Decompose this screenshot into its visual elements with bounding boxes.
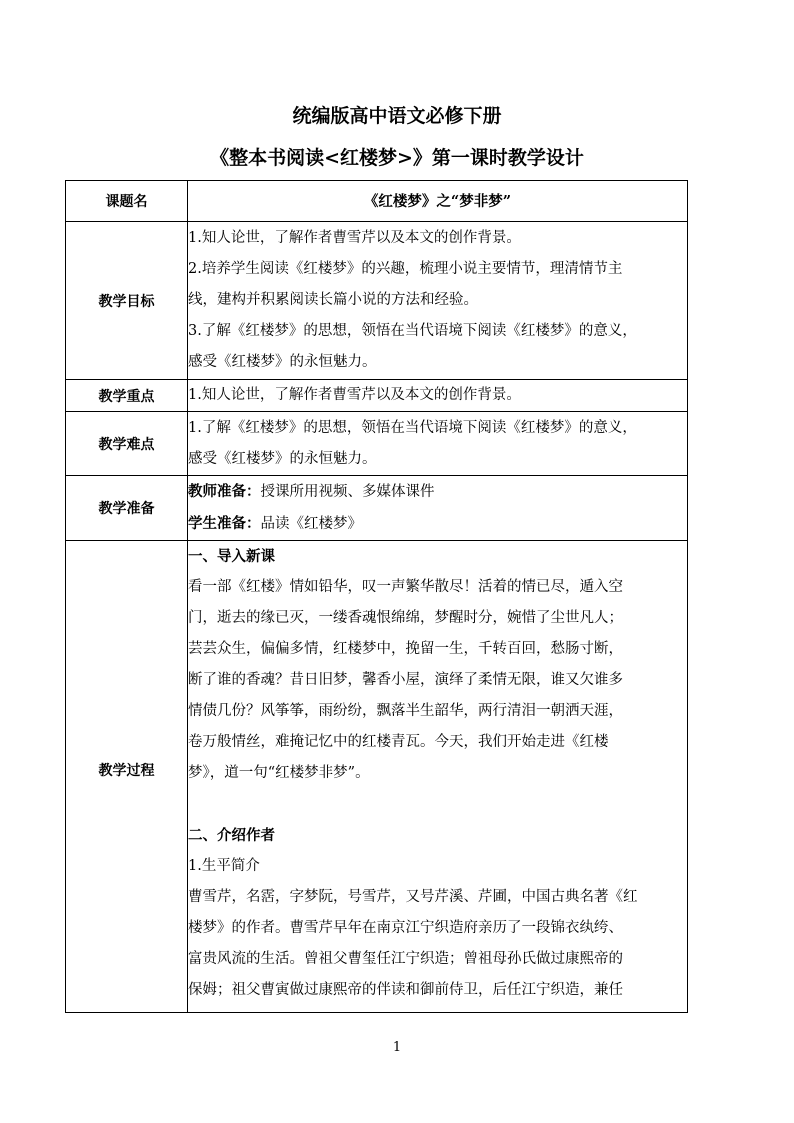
table-row bbox=[66, 181, 688, 222]
paragraph-line: 芸芸众生，偏偏多情，红楼梦中，挽留一生，千转百回，愁肠寸断， bbox=[188, 641, 623, 657]
objectives-content bbox=[188, 222, 688, 380]
table-row bbox=[66, 222, 688, 380]
paragraph-line: 情债几份？风筝筝，雨纷纷，飘落半生韶华，两行清泪一朝洒天涯， bbox=[188, 703, 623, 719]
student-preparation-label: 学生准备： bbox=[188, 515, 261, 532]
objectives-line: 线，建构并积累阅读长篇小说的方法和经验。 bbox=[188, 292, 478, 308]
table-row bbox=[66, 476, 688, 541]
subsection-heading: 1.生平简介 bbox=[188, 858, 260, 874]
process-label: 教学过程 bbox=[66, 541, 188, 1013]
objectives-label: 教学目标 bbox=[66, 222, 188, 380]
paragraph-line: 门，逝去的缘已灭，一缕香魂恨绵绵，梦醒时分，婉惜了尘世凡人； bbox=[188, 610, 623, 626]
table-row bbox=[66, 380, 688, 412]
difficulties-content bbox=[188, 412, 688, 476]
difficulties-label: 教学难点 bbox=[66, 412, 188, 476]
key-points-content bbox=[188, 380, 688, 412]
teacher-preparation bbox=[188, 476, 687, 508]
section-heading: 一、导入新课 bbox=[188, 548, 275, 565]
document-title-line1: 统编版高中语文必修下册 bbox=[292, 105, 502, 127]
paragraph-line: 看一部《红楼》情如铅华，叹一声繁华散尽！活着的情已尽，遁入空 bbox=[188, 579, 623, 595]
process-content bbox=[188, 541, 688, 1013]
paragraph-line: 曹雪芹，名霑，字梦阮，号雪芹，又号芹溪、芹圃，中国古典名著《红 bbox=[188, 889, 638, 905]
paragraph-line: 富贵风流的生活。曾祖父曹玺任江宁织造；曾祖母孙氏做过康熙帝的 bbox=[188, 951, 623, 967]
topic-value: 《红楼梦》之“梦非梦” bbox=[188, 181, 688, 222]
preparation-label: 教学准备 bbox=[66, 476, 188, 541]
difficulties-line: 1.了解《红楼梦》的思想，领悟在当代语境下阅读《红楼梦》的意义， bbox=[188, 419, 637, 436]
paragraph-line: 断了谁的香魂？昔日旧梦，馨香小屋，演绎了柔情无限，谁又欠谁多 bbox=[188, 672, 623, 688]
lesson-plan-table bbox=[65, 180, 688, 1013]
difficulties-line: 感受《红楼梦》的永恒魅力。 bbox=[188, 450, 377, 467]
preparation-content bbox=[188, 476, 688, 541]
objectives-line: 2.培养学生阅读《红楼梦》的兴趣，梳理小说主要情节，理清情节主 bbox=[188, 261, 623, 277]
teacher-preparation-value: 授课所用视频、多媒体课件 bbox=[260, 484, 435, 500]
paragraph-line: 楼梦》的作者。曹雪芹早年在南京江宁织造府亲历了一段锦衣纨绔、 bbox=[188, 920, 623, 936]
topic-label: 课题名 bbox=[66, 181, 188, 222]
document-title-line2: 《整本书阅读<红楼梦>》第一课时教学设计 bbox=[210, 147, 584, 169]
page-number: 1 bbox=[392, 1040, 402, 1055]
student-preparation bbox=[188, 508, 687, 540]
student-preparation-value: 品读《红楼梦》 bbox=[260, 516, 362, 532]
objectives-line: 1.知人论世，了解作者曹雪芹以及本文的创作背景。 bbox=[188, 230, 521, 246]
teacher-preparation-label: 教师准备： bbox=[188, 483, 261, 500]
paragraph-line: 梦》，道一句“红楼梦非梦”。 bbox=[188, 765, 370, 781]
blank-line bbox=[188, 789, 687, 820]
section-heading: 二、介绍作者 bbox=[188, 827, 275, 844]
objectives-line: 3.了解《红楼梦》的思想，领悟在当代语境下阅读《红楼梦》的意义， bbox=[188, 323, 637, 339]
paragraph-line: 卷万般情丝，难掩记忆中的红楼青瓦。今天，我们开始走进《红楼 bbox=[188, 734, 609, 750]
objectives-line: 感受《红楼梦》的永恒魅力。 bbox=[188, 354, 377, 370]
key-points-label: 教学重点 bbox=[66, 380, 188, 412]
table-row bbox=[66, 412, 688, 476]
key-points-line: 1.知人论世，了解作者曹雪芹以及本文的创作背景。 bbox=[188, 387, 521, 403]
paragraph-line: 保姆；祖父曹寅做过康熙帝的伴读和御前侍卫，后任江宁织造，兼任 bbox=[188, 982, 623, 998]
table-row bbox=[66, 541, 688, 1013]
